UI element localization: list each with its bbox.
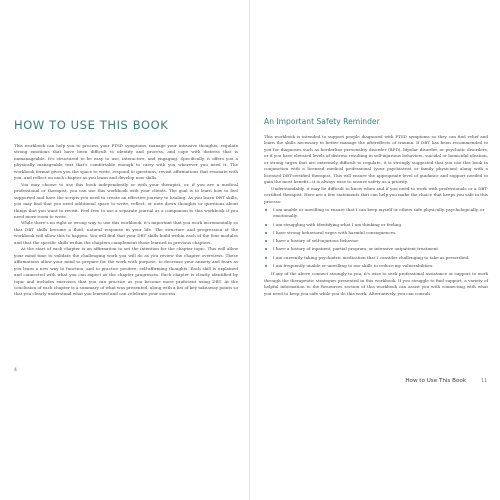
list-item-text: I have strong behavioral urges with harmful consequences. xyxy=(273,229,397,235)
paragraph: Understandably, it may be difficult to know when and if you need to work with professionals or a DBT-certified therapist. Here are a few statements that can help you make the choice that keeps you safe in this process: xyxy=(264,185,488,204)
paragraph: At the start of each chapter is an affirmation to set the intention for the chapter topic. This will allow your mind time to validate the challenging work you will do as you review the chapter overviews. These affirmations allow your mind to prepare for the work with purpose, to decrease your anxiety and fears as you learn a new way to function, and to practice positive, self-affirming thoughts. Each skill is explained and connected with what you can expect as the chapter progresses. Each chapter is clearly identified by topic and includes exercises that you can practice as you become more proficient using DBT. At the conclusion of each chapter is a summary of what was presented, along with a list of key takeaway points so that you clearly understand what you learned and can celebrate your success. xyxy=(14,246,238,297)
bullet-icon xyxy=(265,240,267,242)
chapter-title: HOW TO USE THIS BOOK xyxy=(14,118,169,132)
paragraph: This workbook is intended to support people diagnosed with PTSD symptoms so they can find relief and learn the skills necessary to better manage the aftereffects of trauma. If DBT has been recommended to you for diagnoses such as borderline personality disorder (BPD), bipolar disorder, or psychotic disorders, or if you have elevated levels of distress resulting in self-injurious behaviors, suicidal or homicidal ideation, or strong urges that are extremely difficult to regulate, it is strongly suggested that you use this book in conjunction with a licensed medical professional (your psychiatrist or family physician) along with a licensed DBT-certified therapist. This will ensure the appropriate level of guidance and support needed to gain the most benefit—it is always wise to ensure safety as a priority. xyxy=(264,134,488,185)
list-item-text: I am frequently unable or unwilling to use skills to reduce my vulnerabilities. xyxy=(273,262,434,268)
list-item xyxy=(264,246,488,252)
right-body-text xyxy=(264,134,488,297)
list-item-text: I am struggling with identifying what I am thinking or feeling. xyxy=(273,221,403,227)
left-body-text xyxy=(14,143,238,298)
running-head: How to Use This Book xyxy=(405,378,467,384)
page-number-left: 4 xyxy=(14,368,17,373)
list-item xyxy=(264,255,488,261)
list-item xyxy=(264,263,488,269)
list-item-text: I have a history of self-injurious behavior. xyxy=(273,238,360,244)
bullet-icon xyxy=(265,232,267,234)
bullet-icon xyxy=(265,265,267,267)
page-number-right: 11 xyxy=(481,379,487,384)
right-page xyxy=(250,0,500,500)
list-item xyxy=(264,238,488,244)
bullet-icon xyxy=(265,224,267,226)
paragraph: While there's no right or wrong way to use this workbook, it's important that you work incrementally so that DBT skills become a fluid, natural response in your life. The structure and progression of the workbook will allow this to happen. You will find that your DBT skills build within each of the four modules and that the specific skills within the chapters complement those learned in previous chapters. xyxy=(14,220,238,245)
list-item xyxy=(264,230,488,236)
list-item-text: I am currently taking psychiatric medication that I consider challenging to take as prescribed. xyxy=(273,254,470,260)
list-item xyxy=(264,222,488,228)
page-footer-right xyxy=(405,367,487,386)
safety-checklist xyxy=(264,207,488,269)
paragraph: This workbook can help you to process your PTSD symptoms, manage your intrusive thoughts, regulate strong emotions that have been difficult to identify and process, and cope with distress that is unmanageable. It's structured to be easy to use, interactive, and engaging. Specifically, it offers you a physically manageable text that's comfortable enough to carry with you wherever you need it. The workbook format gives you the space to write, respond to questions, revisit affirmations that resonate with you, and reflect on each chapter as you learn and develop new skills. xyxy=(14,143,238,181)
bullet-icon xyxy=(265,248,267,250)
paragraph: If any of the above connect strongly to you, it's wise to seek professional assistance or support to work through the therapeutic strategies presented in this workbook. If you struggle to find support, a variety of helpful information to the Resources section of this workbook can assist you with connecting with what you need to keep you safe while you do this work. Alternatively, you can consult xyxy=(264,271,488,296)
bullet-icon xyxy=(265,257,267,259)
paragraph: You may choose to use this book independently or with your therapist, or, if you are a medical professional or therapist, you can use this workbook with your clients. The goal is to learn how to feel supported and have the scripts you need to create an effective journey to healing. As you learn DBT skills, you may find that you need additional space to write, reflect, or note down thoughts or questions about things that you want to revisit. Feel free to use a separate journal as a companion to this workbook if you need more room to write. xyxy=(14,181,238,219)
list-item-text: I am unable or unwilling to ensure that I can keep myself or others safe physically, psychologically, or emotionally. xyxy=(273,206,485,219)
section-title: An Important Safety Reminder xyxy=(264,117,380,126)
bullet-icon xyxy=(265,209,267,211)
list-item xyxy=(264,207,488,220)
list-item-text: I have a history of inpatient, partial program, or intensive outpatient treatment. xyxy=(273,246,440,252)
